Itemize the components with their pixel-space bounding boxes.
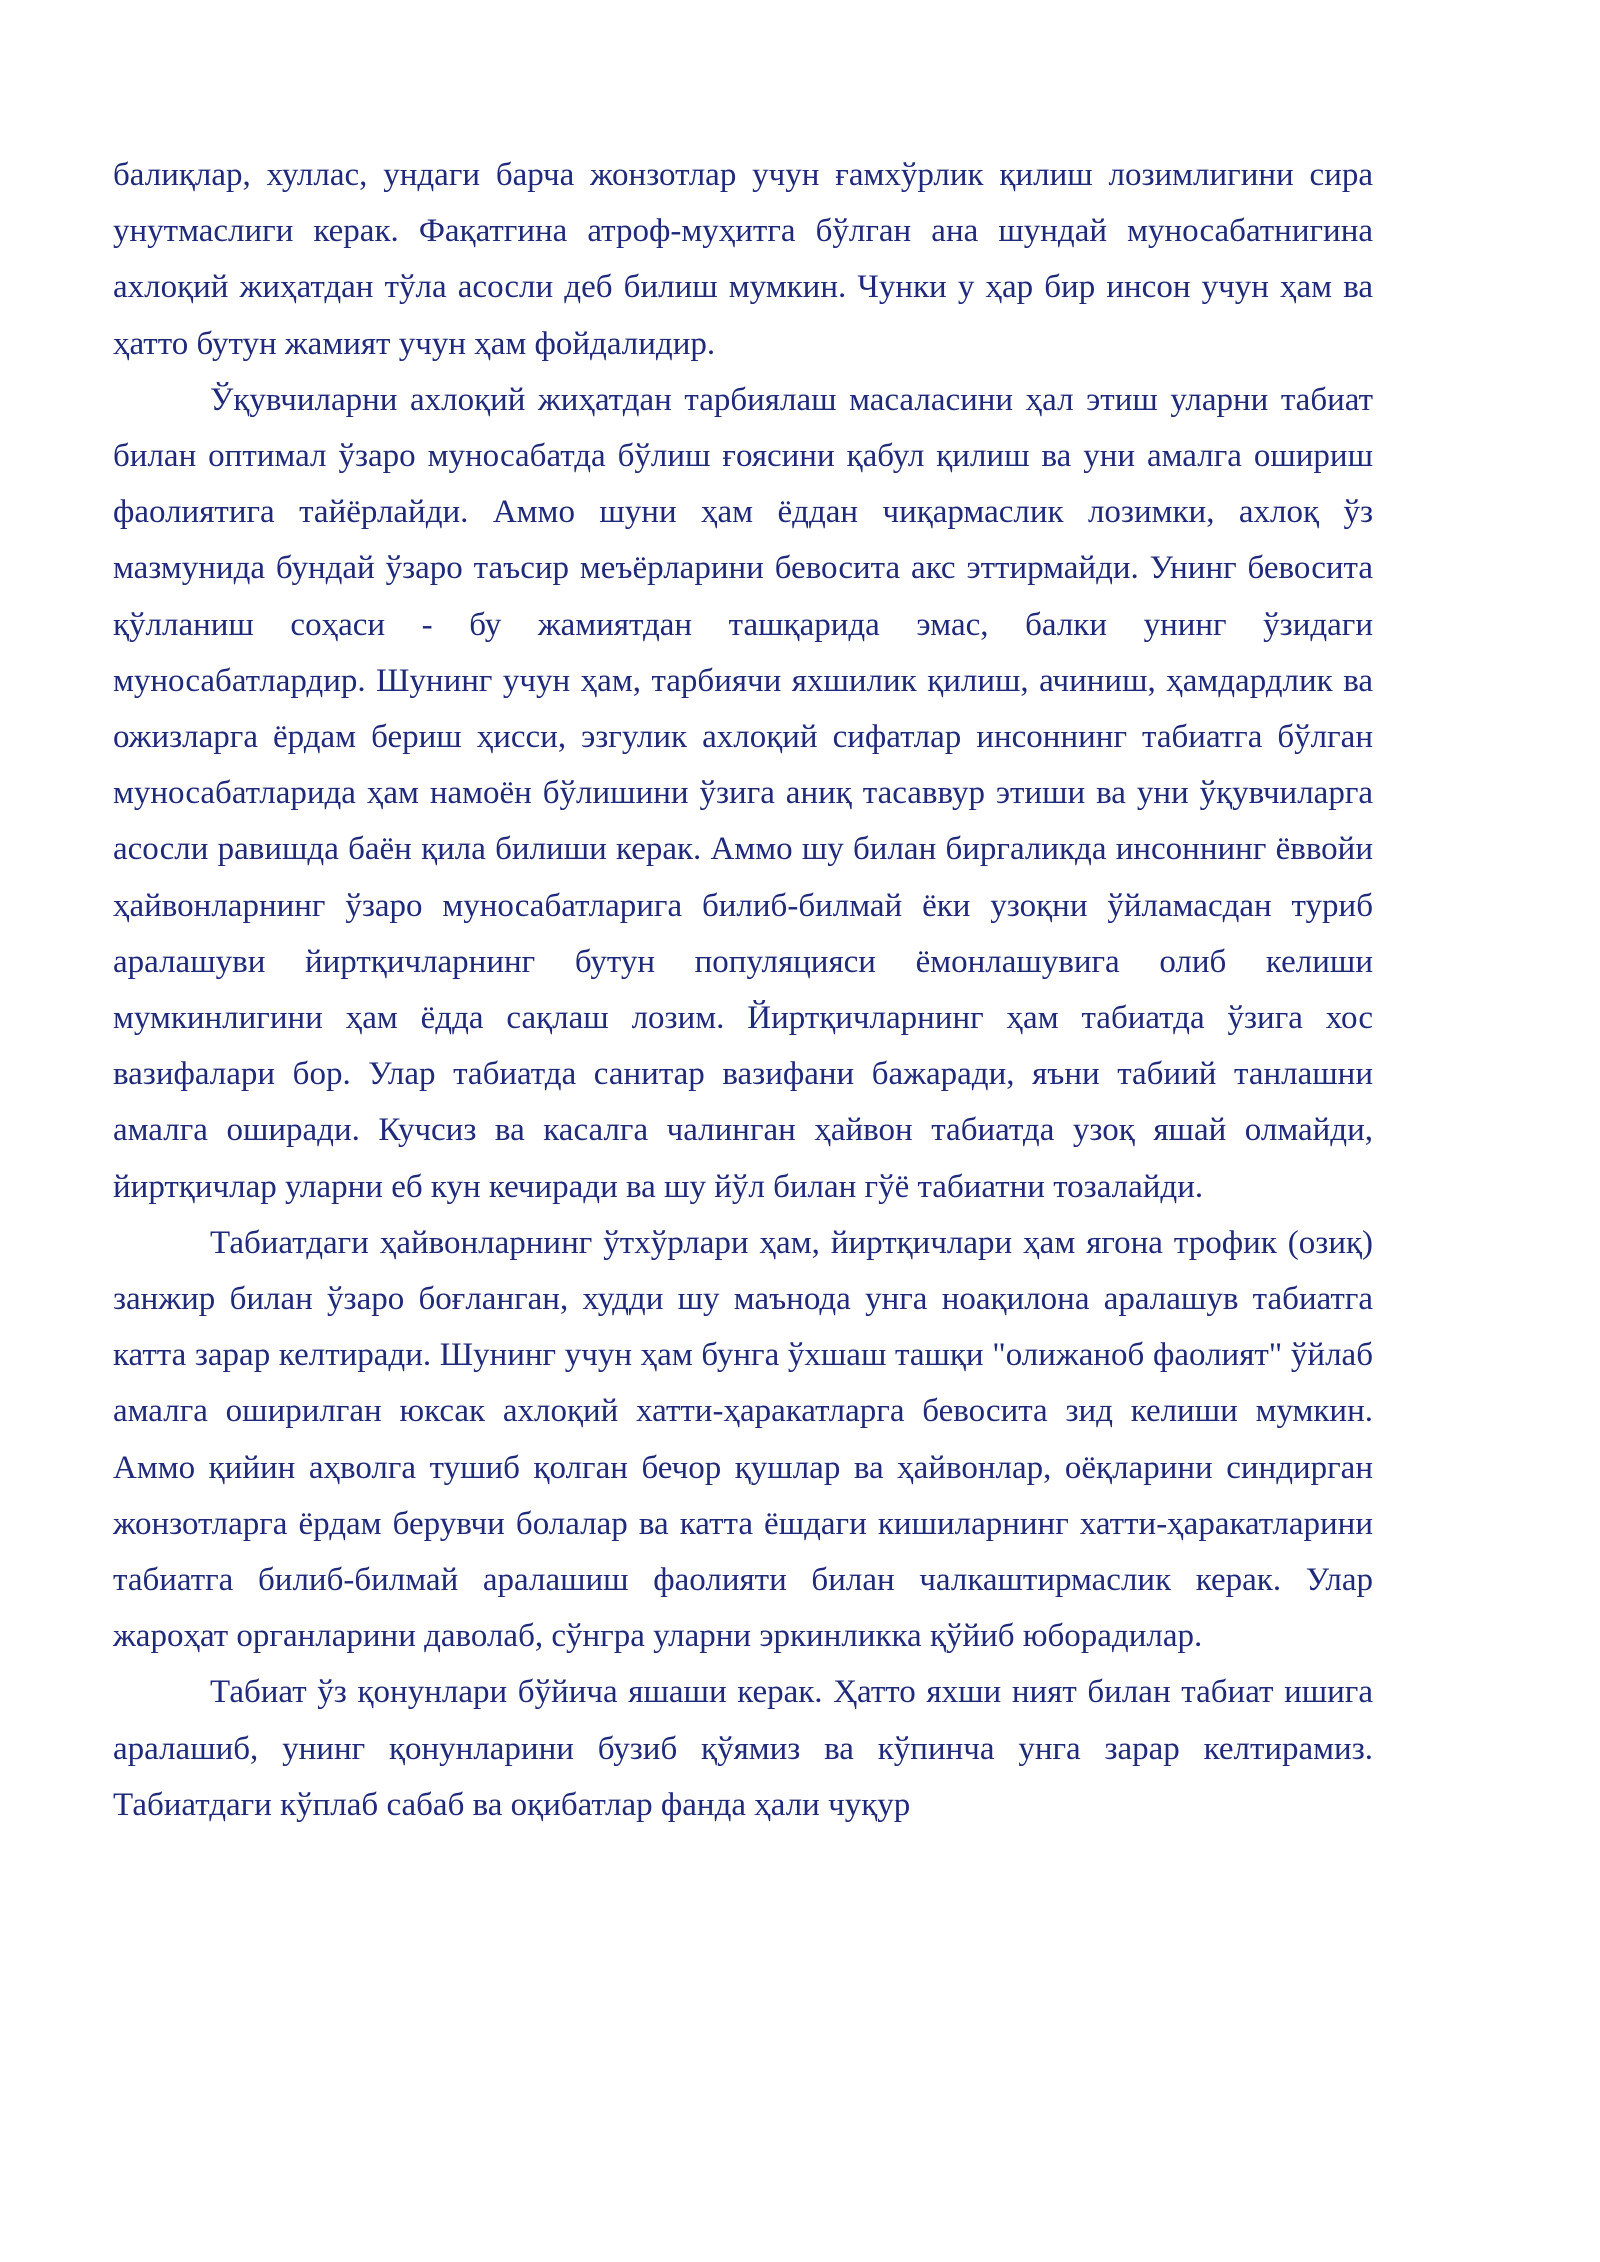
paragraph-2: Ўқувчиларни ахлоқий жиҳатдан тарбиялаш масаласини ҳал этиш уларни табиат билан оптимал ўзаро муносабатда бўлиш ғоясини қабул қилиш ва уни амалга ошириш фаолиятига тайёрлайди. Аммо шуни ҳам ёддан чиқармаслик лозимки, ахлоқ ўз мазмунида бундай ўзаро таъсир меъёрларини бевосита акс эттирмайди. Унинг бевосита қўлланиш соҳаси - бу жамиятдан ташқарида эмас, балки унинг ўзидаги муносабатлардир. Шунинг учун ҳам, тарбиячи яхшилик қилиш, ачиниш, ҳамдардлик ва ожизларга ёрдам бериш ҳисси, эзгулик ахлоқий сифатлар инсоннинг табиатга бўлган муносабатларида ҳам намоён бўлишини ўзига аниқ тасаввур этиши ва уни ўқувчиларга асосли равишда баён қила билиши керак. Аммо шу билан биргаликда инсоннинг ёввойи ҳайвонларнинг ўзаро муносабатларига билиб-билмай ёки узоқни ўйламасдан туриб аралашуви йиртқичларнинг бутун популяцияси ёмонлашувига олиб келиши мумкинлигини ҳам ёдда сақлаш лозим. Йиртқичларнинг ҳам табиатда ўзига хос вазифалари бор. Улар табиатда санитар вазифани бажаради, яъни табиий танлашни амалга оширади. Кучсиз ва касалга чалинган ҳайвон табиатда узоқ яшай олмайди, йиртқичлар уларни еб кун кечиради ва шу йўл билан гўё табиатни тозалайди.: [113, 381, 1373, 1205]
paragraph-3: Табиатдаги ҳайвонларнинг ўтхўрлари ҳам, йиртқичлари ҳам ягона трофик (озиқ) занжир билан ўзаро боғланган, худди шу маънода унга ноақилона аралашув табиатга катта зарар келтиради. Шунинг учун ҳам бунга ўхшаш ташқи "олижаноб фаолият" ўйлаб амалга оширилган юксак ахлоқий хатти-ҳаракатларга бевосита зид келиши мумкин. Аммо қийин аҳволга тушиб қолган бечор қушлар ва ҳайвонлар, оёқларини синдирган жонзотларга ёрдам берувчи болалар ва катта ёшдаги кишиларнинг хатти-ҳаракатларини табиатга билиб-билмай аралашиш фаолияти билан чалкаштирмаслик керак. Улар жароҳат органларини даволаб, сўнгра уларни эркинликка қўйиб юборадилар.: [113, 1224, 1373, 1655]
paragraph-1: балиқлар, хуллас, ундаги барча жонзотлар учун ғамхўрлик қилиш лозимлигини сира унутмаслиги керак. Фақатгина атроф-муҳитга бўлган ана шундай муносабатнигина ахлоқий жиҳатдан тўла асосли деб билиш мумкин. Чунки у ҳар бир инсон учун ҳам ва ҳатто бутун жамият учун ҳам фойдалидир.: [113, 157, 1373, 362]
document-page: [113, 147, 1373, 1833]
paragraph-4: Табиат ўз қонунлари бўйича яшаши керак. Ҳатто яхши ният билан табиат ишига аралашиб, унинг қонунларини бузиб қўямиз ва кўпинча унга зарар келтирамиз. Табиатдаги кўплаб сабаб ва оқибатлар фанда ҳали чуқур: [113, 1674, 1373, 1823]
